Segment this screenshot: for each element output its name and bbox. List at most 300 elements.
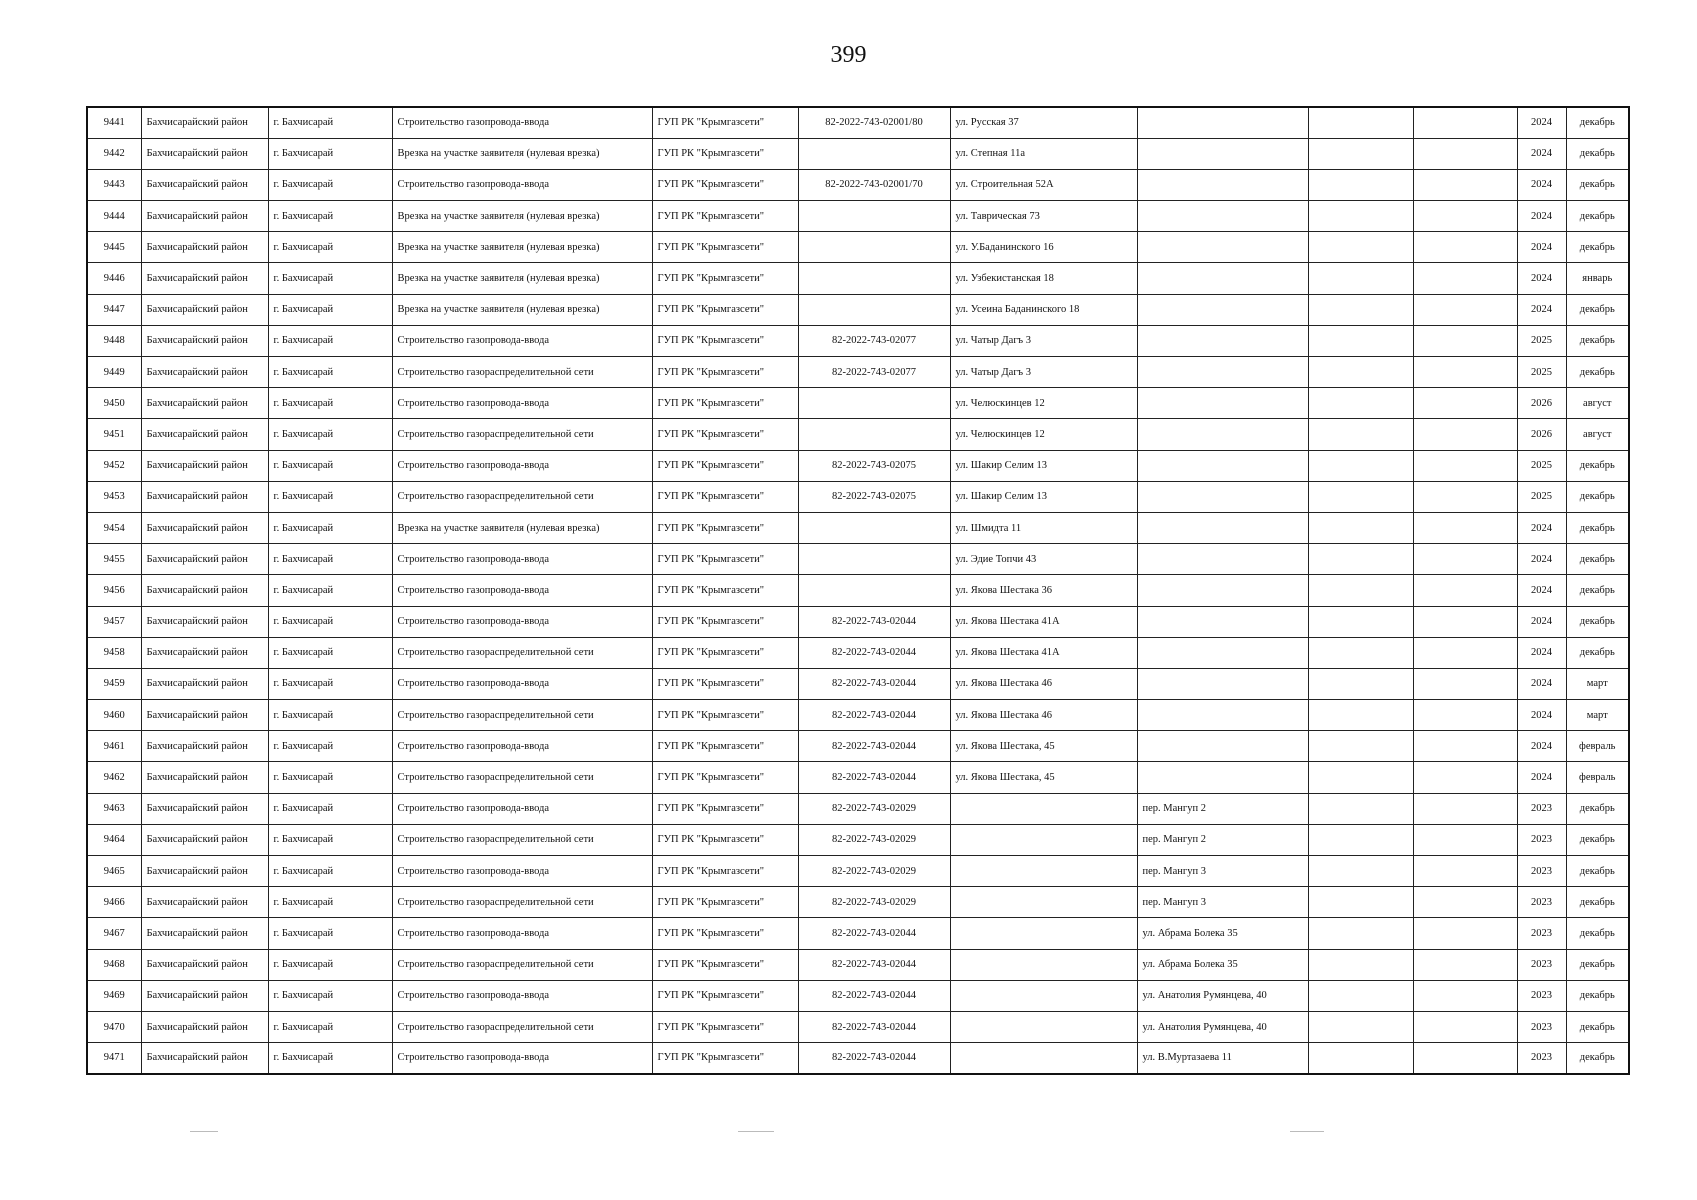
month-cell: декабрь	[1566, 1011, 1629, 1042]
year-cell: 2025	[1517, 357, 1566, 388]
work-type-cell: Врезка на участке заявителя (нулевая врезка)	[392, 232, 652, 263]
district-cell: Бахчисарайский район	[141, 107, 268, 138]
address-cell: ул. Чатыр Дагъ 3	[950, 325, 1137, 356]
empty-cell	[1413, 325, 1517, 356]
address-alt-cell: ул. Анатолия Румянцева, 40	[1137, 980, 1308, 1011]
month-cell: декабрь	[1566, 325, 1629, 356]
district-cell: Бахчисарайский район	[141, 887, 268, 918]
work-type-cell: Строительство газораспределительной сети	[392, 824, 652, 855]
empty-cell	[1308, 325, 1413, 356]
row-number: 9450	[87, 388, 141, 419]
empty-cell	[1308, 169, 1413, 200]
work-type-cell: Строительство газораспределительной сети	[392, 1011, 652, 1042]
empty-cell	[1308, 357, 1413, 388]
registration-number-cell	[798, 419, 950, 450]
district-cell: Бахчисарайский район	[141, 824, 268, 855]
registration-number-cell: 82-2022-743-02077	[798, 357, 950, 388]
district-cell: Бахчисарайский район	[141, 481, 268, 512]
month-cell: декабрь	[1566, 918, 1629, 949]
district-cell: Бахчисарайский район	[141, 606, 268, 637]
month-cell: декабрь	[1566, 793, 1629, 824]
empty-cell	[1413, 138, 1517, 169]
organization-cell: ГУП РК "Крымгазсети"	[652, 450, 798, 481]
city-cell: г. Бахчисарай	[268, 700, 392, 731]
month-cell: декабрь	[1566, 824, 1629, 855]
table-row	[87, 1011, 1629, 1042]
city-cell: г. Бахчисарай	[268, 762, 392, 793]
table-row	[87, 388, 1629, 419]
empty-cell	[1308, 856, 1413, 887]
row-number: 9453	[87, 481, 141, 512]
address-alt-cell: пер. Мангуп 3	[1137, 887, 1308, 918]
year-cell: 2024	[1517, 201, 1566, 232]
empty-cell	[1413, 575, 1517, 606]
registration-number-cell	[798, 575, 950, 606]
work-type-cell: Врезка на участке заявителя (нулевая врезка)	[392, 263, 652, 294]
row-number: 9456	[87, 575, 141, 606]
address-alt-cell	[1137, 700, 1308, 731]
table-row	[87, 232, 1629, 263]
empty-cell	[1413, 949, 1517, 980]
empty-cell	[1413, 294, 1517, 325]
row-number: 9454	[87, 512, 141, 543]
address-cell: ул. Якова Шестака 46	[950, 668, 1137, 699]
empty-cell	[1308, 232, 1413, 263]
row-number: 9447	[87, 294, 141, 325]
year-cell: 2024	[1517, 294, 1566, 325]
city-cell: г. Бахчисарай	[268, 1043, 392, 1074]
city-cell: г. Бахчисарай	[268, 357, 392, 388]
month-cell: декабрь	[1566, 169, 1629, 200]
month-cell: декабрь	[1566, 887, 1629, 918]
address-cell: ул. У.Баданинского 16	[950, 232, 1137, 263]
empty-cell	[1413, 544, 1517, 575]
organization-cell: ГУП РК "Крымгазсети"	[652, 762, 798, 793]
empty-cell	[1413, 169, 1517, 200]
address-alt-cell	[1137, 388, 1308, 419]
district-cell: Бахчисарайский район	[141, 637, 268, 668]
district-cell: Бахчисарайский район	[141, 762, 268, 793]
row-number: 9461	[87, 731, 141, 762]
city-cell: г. Бахчисарай	[268, 544, 392, 575]
row-number: 9465	[87, 856, 141, 887]
work-type-cell: Строительство газопровода-ввода	[392, 107, 652, 138]
district-cell: Бахчисарайский район	[141, 793, 268, 824]
registration-number-cell: 82-2022-743-02044	[798, 1043, 950, 1074]
empty-cell	[1308, 824, 1413, 855]
empty-cell	[1308, 637, 1413, 668]
registration-number-cell: 82-2022-743-02001/80	[798, 107, 950, 138]
organization-cell: ГУП РК "Крымгазсети"	[652, 731, 798, 762]
month-cell: декабрь	[1566, 201, 1629, 232]
district-cell: Бахчисарайский район	[141, 575, 268, 606]
address-alt-cell: ул. Анатолия Румянцева, 40	[1137, 1011, 1308, 1042]
work-type-cell: Строительство газораспределительной сети	[392, 419, 652, 450]
table-row	[87, 762, 1629, 793]
city-cell: г. Бахчисарай	[268, 481, 392, 512]
table-row	[87, 856, 1629, 887]
year-cell: 2024	[1517, 169, 1566, 200]
city-cell: г. Бахчисарай	[268, 1011, 392, 1042]
table-row	[87, 668, 1629, 699]
year-cell: 2024	[1517, 232, 1566, 263]
empty-cell	[1308, 700, 1413, 731]
address-alt-cell: пер. Мангуп 2	[1137, 793, 1308, 824]
row-number: 9467	[87, 918, 141, 949]
empty-cell	[1413, 481, 1517, 512]
organization-cell: ГУП РК "Крымгазсети"	[652, 918, 798, 949]
district-cell: Бахчисарайский район	[141, 512, 268, 543]
address-alt-cell	[1137, 419, 1308, 450]
registration-number-cell	[798, 138, 950, 169]
month-cell: декабрь	[1566, 357, 1629, 388]
month-cell: декабрь	[1566, 606, 1629, 637]
registration-number-cell: 82-2022-743-02075	[798, 481, 950, 512]
organization-cell: ГУП РК "Крымгазсети"	[652, 887, 798, 918]
row-number: 9448	[87, 325, 141, 356]
month-cell: декабрь	[1566, 856, 1629, 887]
address-cell	[950, 1011, 1137, 1042]
district-cell: Бахчисарайский район	[141, 169, 268, 200]
address-alt-cell	[1137, 294, 1308, 325]
address-cell	[950, 856, 1137, 887]
city-cell: г. Бахчисарай	[268, 824, 392, 855]
year-cell: 2024	[1517, 138, 1566, 169]
row-number: 9442	[87, 138, 141, 169]
city-cell: г. Бахчисарай	[268, 887, 392, 918]
registration-number-cell: 82-2022-743-02029	[798, 856, 950, 887]
district-cell: Бахчисарайский район	[141, 357, 268, 388]
address-cell: ул. Чатыр Дагъ 3	[950, 357, 1137, 388]
work-type-cell: Строительство газопровода-ввода	[392, 606, 652, 637]
table-row	[87, 107, 1629, 138]
month-cell: декабрь	[1566, 512, 1629, 543]
work-type-cell: Врезка на участке заявителя (нулевая врезка)	[392, 138, 652, 169]
work-type-cell: Строительство газораспределительной сети	[392, 762, 652, 793]
empty-cell	[1308, 263, 1413, 294]
row-number: 9471	[87, 1043, 141, 1074]
registration-number-cell: 82-2022-743-02044	[798, 980, 950, 1011]
organization-cell: ГУП РК "Крымгазсети"	[652, 1043, 798, 1074]
district-cell: Бахчисарайский район	[141, 263, 268, 294]
scan-speck	[1290, 1131, 1324, 1132]
row-number: 9451	[87, 419, 141, 450]
address-cell	[950, 918, 1137, 949]
empty-cell	[1308, 544, 1413, 575]
empty-cell	[1308, 668, 1413, 699]
work-type-cell: Строительство газораспределительной сети	[392, 357, 652, 388]
table-row	[87, 325, 1629, 356]
city-cell: г. Бахчисарай	[268, 606, 392, 637]
city-cell: г. Бахчисарай	[268, 201, 392, 232]
year-cell: 2023	[1517, 1043, 1566, 1074]
city-cell: г. Бахчисарай	[268, 388, 392, 419]
organization-cell: ГУП РК "Крымгазсети"	[652, 949, 798, 980]
empty-cell	[1413, 856, 1517, 887]
organization-cell: ГУП РК "Крымгазсети"	[652, 544, 798, 575]
address-cell: ул. Эдие Топчи 43	[950, 544, 1137, 575]
address-cell	[950, 824, 1137, 855]
table-row	[87, 512, 1629, 543]
work-type-cell: Строительство газораспределительной сети	[392, 481, 652, 512]
organization-cell: ГУП РК "Крымгазсети"	[652, 668, 798, 699]
year-cell: 2024	[1517, 668, 1566, 699]
table-row	[87, 700, 1629, 731]
city-cell: г. Бахчисарай	[268, 637, 392, 668]
address-cell: ул. Шакир Селим 13	[950, 450, 1137, 481]
organization-cell: ГУП РК "Крымгазсети"	[652, 606, 798, 637]
year-cell: 2023	[1517, 980, 1566, 1011]
registration-number-cell: 82-2022-743-02044	[798, 606, 950, 637]
work-type-cell: Строительство газопровода-ввода	[392, 731, 652, 762]
work-type-cell: Врезка на участке заявителя (нулевая врезка)	[392, 201, 652, 232]
address-cell	[950, 887, 1137, 918]
work-type-cell: Врезка на участке заявителя (нулевая врезка)	[392, 512, 652, 543]
table-row	[87, 980, 1629, 1011]
empty-cell	[1308, 481, 1413, 512]
row-number: 9452	[87, 450, 141, 481]
empty-cell	[1413, 824, 1517, 855]
scan-speck	[738, 1131, 774, 1132]
empty-cell	[1413, 668, 1517, 699]
empty-cell	[1308, 1043, 1413, 1074]
month-cell: февраль	[1566, 762, 1629, 793]
empty-cell	[1308, 918, 1413, 949]
registration-number-cell	[798, 294, 950, 325]
registration-number-cell	[798, 388, 950, 419]
organization-cell: ГУП РК "Крымгазсети"	[652, 824, 798, 855]
year-cell: 2026	[1517, 419, 1566, 450]
address-alt-cell	[1137, 606, 1308, 637]
registration-number-cell: 82-2022-743-02029	[798, 824, 950, 855]
year-cell: 2024	[1517, 107, 1566, 138]
district-cell: Бахчисарайский район	[141, 668, 268, 699]
address-cell: ул. Шакир Селим 13	[950, 481, 1137, 512]
address-alt-cell: ул. В.Муртазаева 11	[1137, 1043, 1308, 1074]
district-cell: Бахчисарайский район	[141, 949, 268, 980]
empty-cell	[1413, 232, 1517, 263]
table-row	[87, 419, 1629, 450]
district-cell: Бахчисарайский район	[141, 980, 268, 1011]
empty-cell	[1413, 419, 1517, 450]
month-cell: декабрь	[1566, 294, 1629, 325]
organization-cell: ГУП РК "Крымгазсети"	[652, 325, 798, 356]
organization-cell: ГУП РК "Крымгазсети"	[652, 856, 798, 887]
month-cell: декабрь	[1566, 481, 1629, 512]
row-number: 9446	[87, 263, 141, 294]
city-cell: г. Бахчисарай	[268, 138, 392, 169]
city-cell: г. Бахчисарай	[268, 232, 392, 263]
empty-cell	[1413, 887, 1517, 918]
month-cell: декабрь	[1566, 1043, 1629, 1074]
empty-cell	[1308, 107, 1413, 138]
empty-cell	[1308, 512, 1413, 543]
month-cell: декабрь	[1566, 138, 1629, 169]
table-row	[87, 1043, 1629, 1074]
city-cell: г. Бахчисарай	[268, 980, 392, 1011]
empty-cell	[1413, 450, 1517, 481]
address-alt-cell	[1137, 232, 1308, 263]
registration-number-cell: 82-2022-743-02044	[798, 731, 950, 762]
address-alt-cell: пер. Мангуп 2	[1137, 824, 1308, 855]
table-row	[87, 138, 1629, 169]
address-alt-cell	[1137, 481, 1308, 512]
city-cell: г. Бахчисарай	[268, 512, 392, 543]
page-number: 399	[830, 42, 867, 68]
registration-number-cell	[798, 201, 950, 232]
empty-cell	[1413, 201, 1517, 232]
empty-cell	[1308, 575, 1413, 606]
work-type-cell: Строительство газопровода-ввода	[392, 169, 652, 200]
row-number: 9445	[87, 232, 141, 263]
organization-cell: ГУП РК "Крымгазсети"	[652, 201, 798, 232]
empty-cell	[1308, 138, 1413, 169]
work-type-cell: Строительство газопровода-ввода	[392, 544, 652, 575]
empty-cell	[1308, 388, 1413, 419]
table-row	[87, 481, 1629, 512]
district-cell: Бахчисарайский район	[141, 232, 268, 263]
registration-number-cell: 82-2022-743-02077	[798, 325, 950, 356]
city-cell: г. Бахчисарай	[268, 263, 392, 294]
table-row	[87, 793, 1629, 824]
organization-cell: ГУП РК "Крымгазсети"	[652, 980, 798, 1011]
address-cell: ул. Челюскинцев 12	[950, 388, 1137, 419]
registration-number-cell	[798, 263, 950, 294]
month-cell: август	[1566, 419, 1629, 450]
table-row	[87, 575, 1629, 606]
row-number: 9460	[87, 700, 141, 731]
empty-cell	[1308, 980, 1413, 1011]
city-cell: г. Бахчисарай	[268, 949, 392, 980]
empty-cell	[1413, 700, 1517, 731]
address-cell: ул. Строительная 52А	[950, 169, 1137, 200]
organization-cell: ГУП РК "Крымгазсети"	[652, 138, 798, 169]
address-alt-cell	[1137, 138, 1308, 169]
address-cell	[950, 793, 1137, 824]
district-cell: Бахчисарайский район	[141, 544, 268, 575]
city-cell: г. Бахчисарай	[268, 107, 392, 138]
organization-cell: ГУП РК "Крымгазсети"	[652, 232, 798, 263]
work-type-cell: Строительство газопровода-ввода	[392, 450, 652, 481]
registration-number-cell: 82-2022-743-02044	[798, 762, 950, 793]
organization-cell: ГУП РК "Крымгазсети"	[652, 637, 798, 668]
address-alt-cell	[1137, 512, 1308, 543]
table-row	[87, 263, 1629, 294]
row-number: 9470	[87, 1011, 141, 1042]
address-alt-cell	[1137, 575, 1308, 606]
registration-number-cell: 82-2022-743-02044	[798, 918, 950, 949]
work-type-cell: Строительство газопровода-ввода	[392, 856, 652, 887]
month-cell: декабрь	[1566, 575, 1629, 606]
district-cell: Бахчисарайский район	[141, 138, 268, 169]
registration-number-cell: 82-2022-743-02044	[798, 1011, 950, 1042]
city-cell: г. Бахчисарай	[268, 294, 392, 325]
row-number: 9468	[87, 949, 141, 980]
row-number: 9458	[87, 637, 141, 668]
year-cell: 2023	[1517, 887, 1566, 918]
registration-number-cell: 82-2022-743-02044	[798, 637, 950, 668]
city-cell: г. Бахчисарай	[268, 575, 392, 606]
address-alt-cell	[1137, 637, 1308, 668]
scan-speck	[190, 1131, 218, 1132]
row-number: 9457	[87, 606, 141, 637]
empty-cell	[1413, 731, 1517, 762]
empty-cell	[1308, 419, 1413, 450]
month-cell: декабрь	[1566, 544, 1629, 575]
empty-cell	[1308, 294, 1413, 325]
row-number: 9444	[87, 201, 141, 232]
registration-number-cell: 82-2022-743-02029	[798, 793, 950, 824]
year-cell: 2024	[1517, 700, 1566, 731]
district-cell: Бахчисарайский район	[141, 388, 268, 419]
table-row	[87, 294, 1629, 325]
row-number: 9441	[87, 107, 141, 138]
address-cell: ул. Таврическая 73	[950, 201, 1137, 232]
organization-cell: ГУП РК "Крымгазсети"	[652, 481, 798, 512]
address-alt-cell	[1137, 325, 1308, 356]
empty-cell	[1413, 388, 1517, 419]
work-type-cell: Строительство газопровода-ввода	[392, 1043, 652, 1074]
year-cell: 2023	[1517, 793, 1566, 824]
month-cell: март	[1566, 700, 1629, 731]
year-cell: 2025	[1517, 481, 1566, 512]
city-cell: г. Бахчисарай	[268, 169, 392, 200]
registration-number-cell: 82-2022-743-02044	[798, 949, 950, 980]
organization-cell: ГУП РК "Крымгазсети"	[652, 700, 798, 731]
empty-cell	[1308, 450, 1413, 481]
city-cell: г. Бахчисарай	[268, 325, 392, 356]
organization-cell: ГУП РК "Крымгазсети"	[652, 107, 798, 138]
empty-cell	[1413, 793, 1517, 824]
empty-cell	[1413, 1011, 1517, 1042]
table-row	[87, 637, 1629, 668]
address-cell: ул. Якова Шестака, 45	[950, 762, 1137, 793]
organization-cell: ГУП РК "Крымгазсети"	[652, 263, 798, 294]
address-cell: ул. Усеина Баданинского 18	[950, 294, 1137, 325]
organization-cell: ГУП РК "Крымгазсети"	[652, 1011, 798, 1042]
address-alt-cell	[1137, 668, 1308, 699]
empty-cell	[1413, 107, 1517, 138]
month-cell: март	[1566, 668, 1629, 699]
organization-cell: ГУП РК "Крымгазсети"	[652, 357, 798, 388]
work-type-cell: Строительство газопровода-ввода	[392, 793, 652, 824]
row-number: 9443	[87, 169, 141, 200]
address-cell	[950, 980, 1137, 1011]
district-cell: Бахчисарайский район	[141, 731, 268, 762]
empty-cell	[1308, 201, 1413, 232]
address-alt-cell	[1137, 169, 1308, 200]
table-row	[87, 731, 1629, 762]
year-cell: 2023	[1517, 856, 1566, 887]
city-cell: г. Бахчисарай	[268, 856, 392, 887]
row-number: 9455	[87, 544, 141, 575]
empty-cell	[1413, 512, 1517, 543]
row-number: 9464	[87, 824, 141, 855]
empty-cell	[1308, 731, 1413, 762]
empty-cell	[1308, 606, 1413, 637]
address-cell: ул. Узбекистанская 18	[950, 263, 1137, 294]
address-cell	[950, 1043, 1137, 1074]
registration-number-cell: 82-2022-743-02044	[798, 700, 950, 731]
month-cell: февраль	[1566, 731, 1629, 762]
table-row	[87, 544, 1629, 575]
year-cell: 2023	[1517, 918, 1566, 949]
organization-cell: ГУП РК "Крымгазсети"	[652, 575, 798, 606]
address-alt-cell	[1137, 450, 1308, 481]
empty-cell	[1308, 949, 1413, 980]
address-cell: ул. Степная 11а	[950, 138, 1137, 169]
city-cell: г. Бахчисарай	[268, 731, 392, 762]
